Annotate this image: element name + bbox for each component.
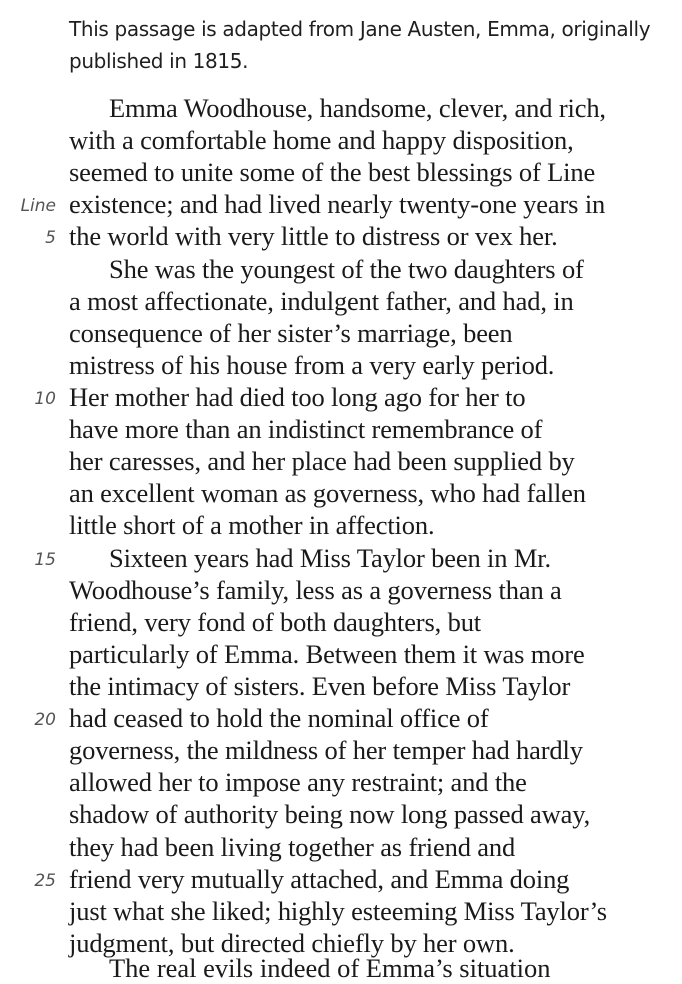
- passage-line: [0, 895, 682, 927]
- passage-line: [0, 92, 682, 124]
- line-text: an excellent woman as governess, who had fallen: [69, 478, 586, 509]
- line-text: the world with very little to distress or vex her.: [69, 221, 558, 252]
- line-text: existence; and had lived nearly twenty-one years in: [69, 189, 606, 220]
- line-text: friend very mutually attached, and Emma doing: [69, 863, 570, 894]
- line-text: She was the youngest of the two daughters of: [109, 253, 584, 284]
- line-text: Sixteen years had Miss Taylor been in Mr.: [109, 542, 551, 573]
- line-text: Emma Woodhouse, handsome, clever, and rich,: [109, 93, 606, 123]
- line-text: had ceased to hold the nominal office of: [69, 703, 489, 734]
- passage-line: [0, 542, 682, 574]
- passage-line: [0, 670, 682, 702]
- passage-line: [0, 509, 682, 541]
- passage-line: [0, 477, 682, 509]
- passage-line: [0, 317, 682, 349]
- line-number: Line: [20, 196, 56, 217]
- passage-line: [0, 766, 682, 798]
- line-text: consequence of her sister’s marriage, been: [69, 317, 513, 348]
- line-text: mistress of his house from a very early period.: [69, 349, 555, 380]
- line-text: seemed to unite some of the best blessings of Line: [69, 157, 596, 188]
- line-text: governess, the mildness of her temper had hardly: [69, 735, 583, 766]
- passage-line: [0, 188, 682, 220]
- passage-line: [0, 220, 682, 252]
- line-text: with a comfortable home and happy disposition,: [69, 125, 574, 156]
- line-text: the intimacy of sisters. Even before Miss Taylor: [69, 670, 571, 701]
- passage-line: [0, 863, 682, 895]
- passage-line: [0, 156, 682, 188]
- line-text: they had been living together as friend and: [69, 831, 516, 862]
- passage-line: [0, 798, 682, 830]
- cut-off-line: The real evils indeed of Emma’s situation: [109, 953, 551, 983]
- passage-line: [0, 253, 682, 285]
- passage-line: [0, 445, 682, 477]
- line-text: a most affectionate, indulgent father, and had, in: [69, 285, 574, 316]
- line-text: just what she liked; highly esteeming Miss Taylor’s: [69, 895, 607, 926]
- passage-line: [0, 285, 682, 317]
- line-text: judgment, but directed chiefly by her own.: [69, 927, 515, 958]
- line-number: 20: [34, 710, 56, 731]
- passage-line: [0, 638, 682, 670]
- passage-line: [0, 124, 682, 156]
- passage-line: [0, 606, 682, 638]
- line-number: 15: [34, 549, 56, 570]
- passage-line: [0, 574, 682, 606]
- line-text: have more than an indistinct remembrance of: [69, 414, 543, 445]
- line-text: little short of a mother in affection.: [69, 510, 435, 541]
- line-number: 25: [34, 870, 56, 891]
- passage-line: [0, 702, 682, 734]
- passage-line: [0, 831, 682, 863]
- line-number: 5: [45, 228, 56, 249]
- line-text: particularly of Emma. Between them it was more: [69, 638, 585, 669]
- passage-intro: This passage is adapted from Jane Austen, Emma, originally published in 1815.: [69, 17, 651, 73]
- line-text: Her mother had died too long ago for her to: [69, 381, 526, 412]
- passage-line: [0, 413, 682, 445]
- line-text: friend, very fond of both daughters, but: [69, 606, 482, 637]
- passage-line: [0, 734, 682, 766]
- passage-body: [0, 92, 682, 959]
- line-text: her caresses, and her place had been supplied by: [69, 446, 575, 477]
- passage-line: [0, 349, 682, 381]
- line-text: shadow of authority being now long passed away,: [69, 799, 591, 830]
- line-text: Woodhouse’s family, less as a governess than a: [69, 574, 562, 605]
- line-number: 10: [34, 388, 56, 409]
- passage-line: [0, 381, 682, 413]
- line-text: allowed her to impose any restraint; and the: [69, 767, 527, 798]
